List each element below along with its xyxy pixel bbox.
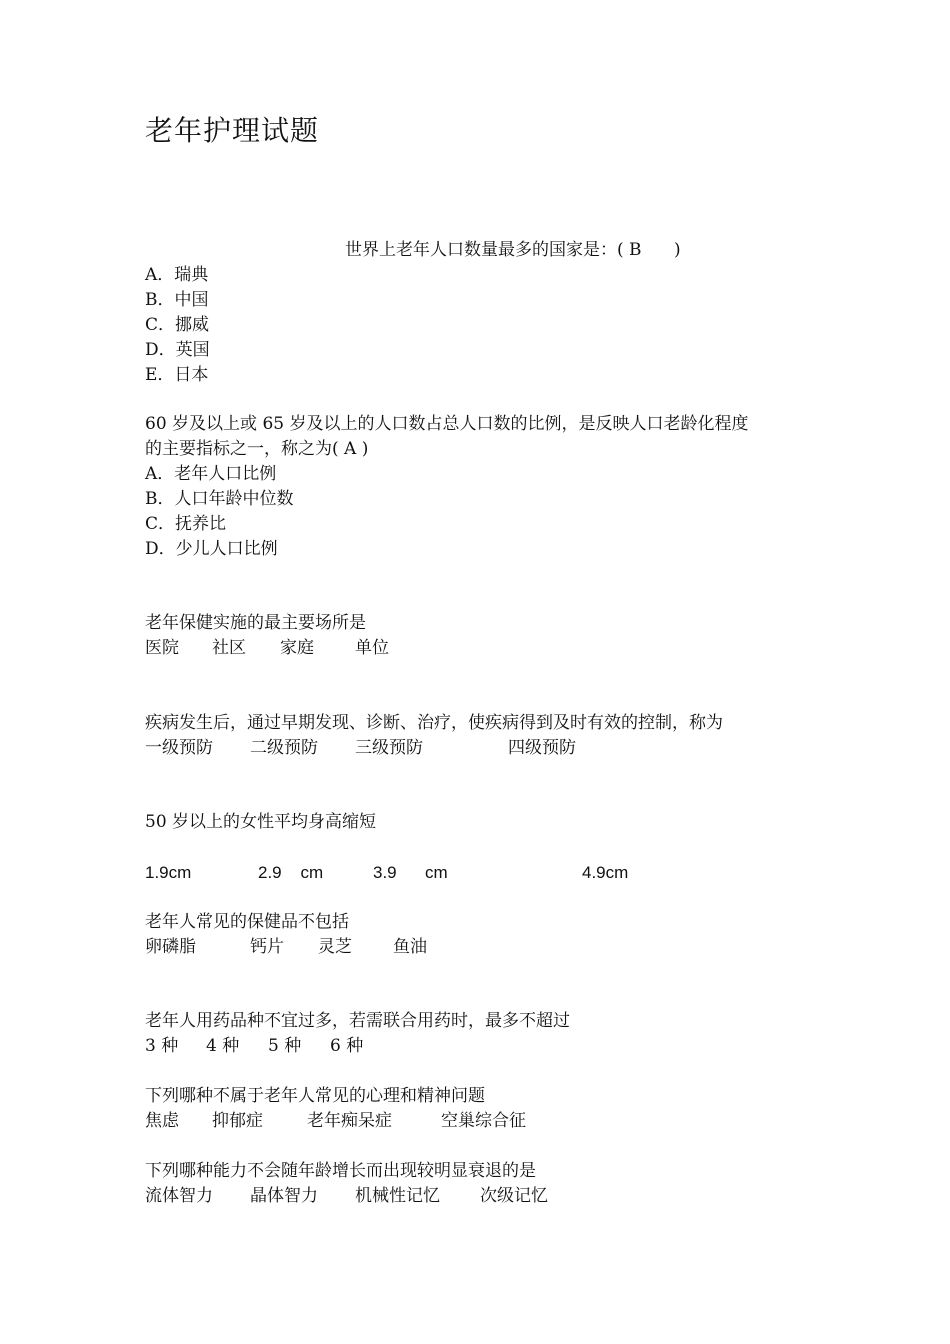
option-2: 4 种 <box>206 1036 240 1056</box>
question-stem-line-2: 的主要指标之一，称之为( A ) <box>145 439 369 459</box>
option-4: 6 种 <box>330 1036 364 1056</box>
document-title: 老年护理试题 <box>145 114 320 147</box>
option-3: 3.9 cm <box>373 863 448 882</box>
question-stem: 下列哪种不属于老年人常见的心理和精神问题 <box>145 1086 485 1106</box>
option-d: D．少儿人口比例 <box>145 539 278 559</box>
option-3: 灵芝 <box>318 937 352 957</box>
options-row <box>0 736 950 761</box>
option-d: D．英国 <box>145 340 210 360</box>
options-row <box>0 1109 950 1134</box>
option-1: 3 种 <box>145 1036 179 1056</box>
option-2: 钙片 <box>250 937 284 957</box>
option-2: 二级预防 <box>250 738 318 758</box>
option-2: 2.9 cm <box>258 863 324 882</box>
question-stem: 下列哪种能力不会随年龄增长而出现较明显衰退的是 <box>145 1161 536 1181</box>
option-4: 四级预防 <box>508 738 576 758</box>
option-3: 机械性记忆 <box>355 1186 440 1206</box>
question-stem-line-1: 60 岁及以上或 65 岁及以上的人口数占总人口数的比例，是反映人口老龄化程度 <box>145 414 749 434</box>
option-4: 空巢综合征 <box>441 1111 526 1131</box>
question-stem: 老年人常见的保健品不包括 <box>145 912 349 932</box>
option-4: 次级记忆 <box>480 1186 548 1206</box>
option-2: 抑郁症 <box>212 1111 263 1131</box>
option-c: C．挪威 <box>145 315 210 335</box>
option-e: E．日本 <box>145 365 209 385</box>
option-a: A．瑞典 <box>145 265 209 285</box>
option-b: B．中国 <box>145 290 209 310</box>
option-3: 家庭 <box>280 638 314 658</box>
options-row <box>0 1034 950 1059</box>
option-2: 社区 <box>212 638 246 658</box>
option-1: 一级预防 <box>145 738 213 758</box>
options-row <box>0 860 950 885</box>
option-1: 焦虑 <box>145 1111 179 1131</box>
option-4: 4.9cm <box>582 863 629 882</box>
option-1: 医院 <box>145 638 179 658</box>
option-1: 1.9cm <box>145 863 192 882</box>
option-1: 卵磷脂 <box>145 937 196 957</box>
option-4: 鱼油 <box>393 937 427 957</box>
option-a: A．老年人口比例 <box>145 464 277 484</box>
option-b: B．人口年龄中位数 <box>145 489 294 509</box>
question-stem: 50 岁以上的女性平均身高缩短 <box>145 812 377 832</box>
option-3: 三级预防 <box>355 738 423 758</box>
options-row <box>0 1184 950 1209</box>
option-c: C．抚养比 <box>145 514 227 534</box>
option-2: 晶体智力 <box>250 1186 318 1206</box>
question-stem: 老年保健实施的最主要场所是 <box>145 613 366 633</box>
option-3: 老年痴呆症 <box>307 1111 392 1131</box>
question-stem: 世界上老年人口数量最多的国家是：( B ) <box>345 240 681 260</box>
option-4: 单位 <box>355 638 389 658</box>
option-3: 5 种 <box>268 1036 302 1056</box>
question-stem: 老年人用药品种不宜过多，若需联合用药时，最多不超过 <box>145 1011 570 1031</box>
options-row <box>0 636 950 661</box>
option-1: 流体智力 <box>145 1186 213 1206</box>
question-stem: 疾病发生后，通过早期发现、诊断、治疗，使疾病得到及时有效的控制，称为 <box>145 713 723 733</box>
options-row <box>0 935 950 960</box>
